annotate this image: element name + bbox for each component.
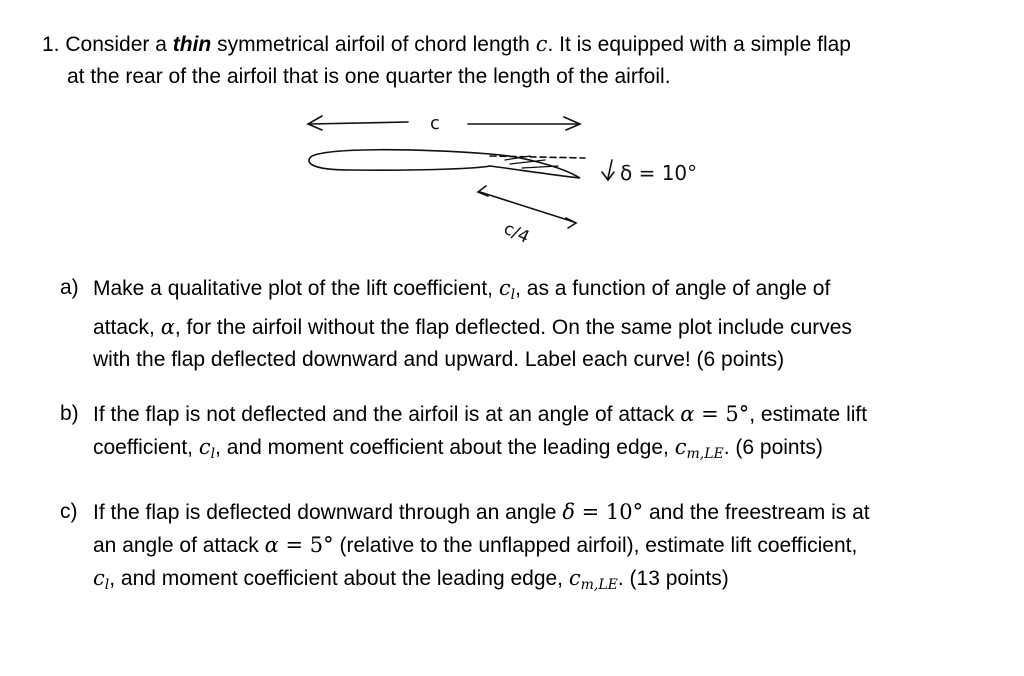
question-text-line1: Consider a thin symmetrical airfoil of chord length c. It is equipped with a simple flap xyxy=(65,32,851,56)
part-b-text: If the flap is not deflected and the airfoil is at an angle of attack α = 5°, estimate lift coefficient, $c_l$, and moment coefficient about the leading edge, $c_{m,LE}$. (6 points) xyxy=(93,402,868,462)
question-number: 1. xyxy=(42,33,60,56)
part-b xyxy=(60,398,970,470)
deflection-label: δ = 10° xyxy=(620,161,698,185)
part-a xyxy=(60,272,970,376)
chord-arrow-left xyxy=(310,122,408,124)
question-text-line2: at the rear of the airfoil that is one quarter the length of the airfoil. xyxy=(67,65,671,88)
part-c-label: c) xyxy=(60,500,78,523)
quarter-arrowhead-right xyxy=(566,218,576,228)
part-a-label: a) xyxy=(60,276,79,299)
chord-label: c xyxy=(430,113,440,134)
question-1 xyxy=(42,28,1002,93)
part-c-text: If the flap is deflected downward through an angle δ = 10° and the freestream is at an angle of attack α = 5° (relative to the unflapped airfoil), estimate lift coefficient, $c_l$, and moment coefficient about the leading edge, $c_{m,LE}$. (13 points) xyxy=(93,500,870,593)
undeflected-flap-dashed xyxy=(490,156,585,158)
airfoil-body xyxy=(309,150,490,170)
emphasis-thin: thin xyxy=(172,33,212,56)
part-b-label: b) xyxy=(60,402,79,425)
airfoil-sketch xyxy=(290,108,770,258)
var-c: c xyxy=(535,32,548,56)
quarter-chord-label: c/4 xyxy=(500,218,533,248)
part-a-text: Make a qualitative plot of the lift coefficient, $c_l$, as a function of angle of angle of attack, α, for the airfoil without the flap deflected. On the same plot include curves with the flap deflected downward and upward. Label each curve! (6 points) xyxy=(93,276,852,371)
part-c xyxy=(60,496,970,601)
quarter-chord-arrow xyxy=(480,192,574,222)
